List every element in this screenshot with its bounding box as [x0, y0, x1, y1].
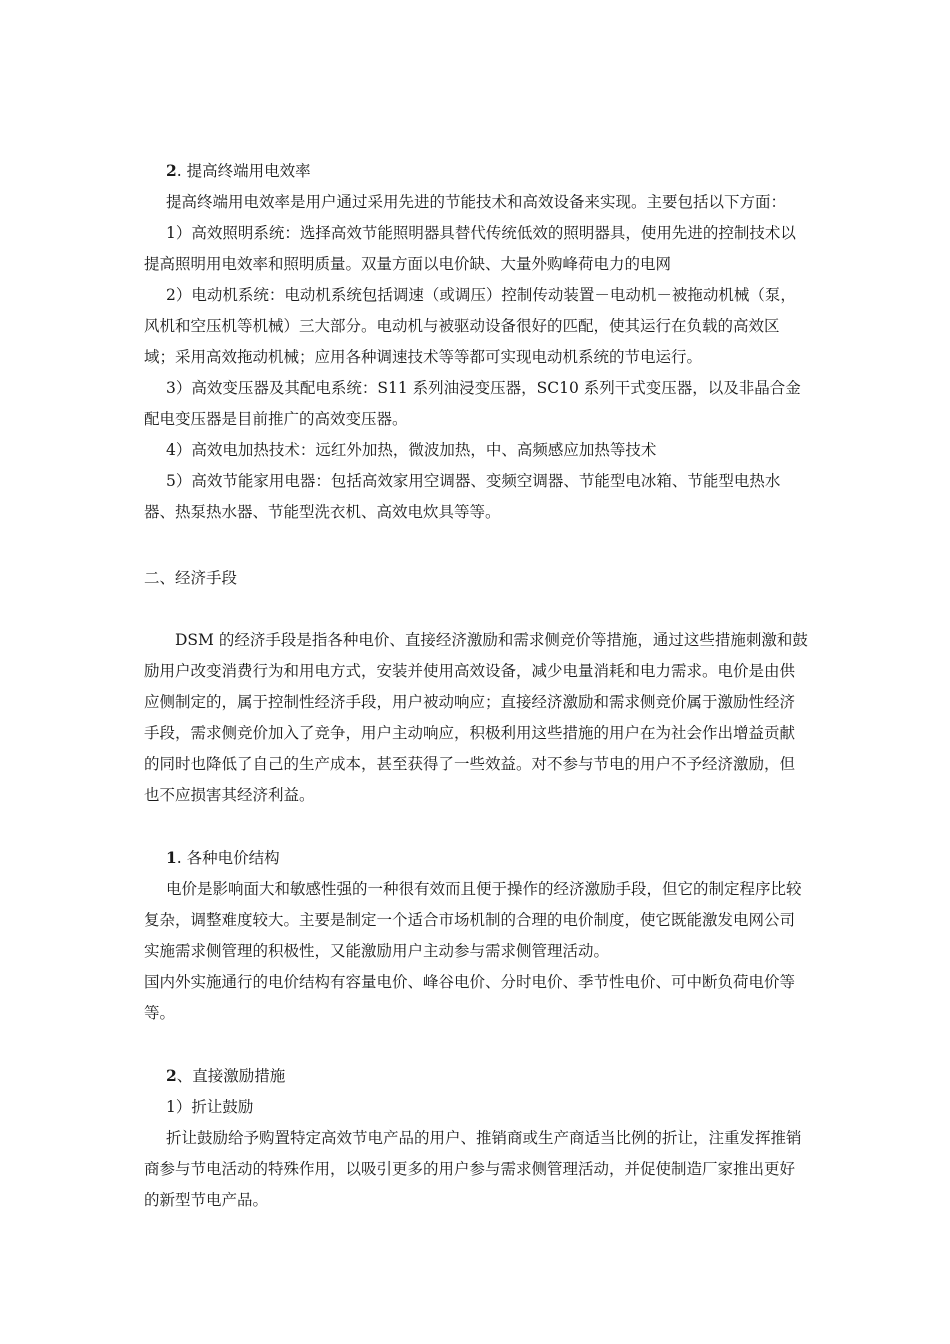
- paragraph-rebate: 折让鼓励给予购置特定高效节电产品的用户、推销商或生产商适当比例的折让，注重发挥推销商参与节电活动的特殊作用，以吸引更多的用户参与需求侧管理活动，并促使制造厂家推出更好的新型节电产品。: [144, 1129, 802, 1209]
- item-lighting: 1）高效照明系统：选择高效节能照明器具替代传统低效的照明器具，使用先进的控制技术以提高照明用电效率和照明质量。双量方面以电价缺、大量外购峰荷电力的电网: [144, 224, 796, 273]
- section-direct-incentives: [144, 1060, 810, 1216]
- paragraph-tariff: 电价是影响面大和敏感性强的一种很有效而且便于操作的经济激励手段，但它的制定程序比较复杂，调整难度较大。主要是制定一个适合市场机制的合理的电价制度，使它既能激发电网公司实施需求侧管理的积极性，又能激励用户主动参与需求侧管理活动。: [144, 880, 802, 960]
- section-end-use-efficiency: [144, 155, 810, 528]
- paragraph-tariff-types: 国内外实施通行的电价结构有容量电价、峰谷电价、分时电价、季节性电价、可中断负荷电价等等。: [144, 973, 796, 1022]
- section-title-economic: 二、经济手段: [144, 569, 238, 587]
- heading-direct-incentives: 2、直接激励措施: [166, 1066, 286, 1085]
- section-tariff-structure: [144, 842, 810, 1029]
- item-appliances: 5）高效节能家用电器：包括高效家用空调器、变频空调器、节能型电冰箱、节能型电热水器、热泵热水器、节能型洗衣机、高效电炊具等等。: [144, 472, 781, 521]
- paragraph-dsm-economic: DSM 的经济手段是指各种电价、直接经济激励和需求侧竞价等措施，通过这些措施刺激和鼓励用户改变消费行为和用电方式，安装并使用高效设备，减少电量消耗和电力需求。电价是由供应侧制定的，属于控制性经济手段，用户被动响应；直接经济激励和需求侧竞价属于激励性经济手段，需求侧竞价加入了竞争，用户主动响应，积极利用这些措施的用户在为社会作出增益贡献的同时也降低了自己的生产成本，甚至获得了一些效益。对不参与节电的用户不予经济激励，但也不应损害其经济利益。: [144, 631, 808, 804]
- item-transformer: 3）高效变压器及其配电系统：S11 系列油浸变压器，SC10 系列干式变压器，以及非晶合金配电变压器是目前推广的高效变压器。: [144, 379, 801, 428]
- heading-tariff-structure: 1. 各种电价结构: [166, 848, 280, 867]
- heading-end-use-efficiency: 2. 提高终端用电效率: [166, 161, 311, 180]
- intro-paragraph: 提高终端用电效率是用户通过采用先进的节能技术和高效设备来实现。主要包括以下方面：: [166, 193, 787, 211]
- subheading-rebate: 1）折让鼓励: [166, 1098, 254, 1116]
- item-heating: 4）高效电加热技术：远红外加热，微波加热，中、高频感应加热等技术: [166, 441, 657, 459]
- item-motor: 2）电动机系统：电动机系统包括调速（或调压）控制传动装置－电动机－被拖动机械（泵，风机和空压机等机械）三大部分。电动机与被驱动设备很好的匹配，使其运行在负载的高效区域；采用高效拖动机械；应用各种调速技术等等都可实现电动机系统的节电运行。: [144, 286, 796, 366]
